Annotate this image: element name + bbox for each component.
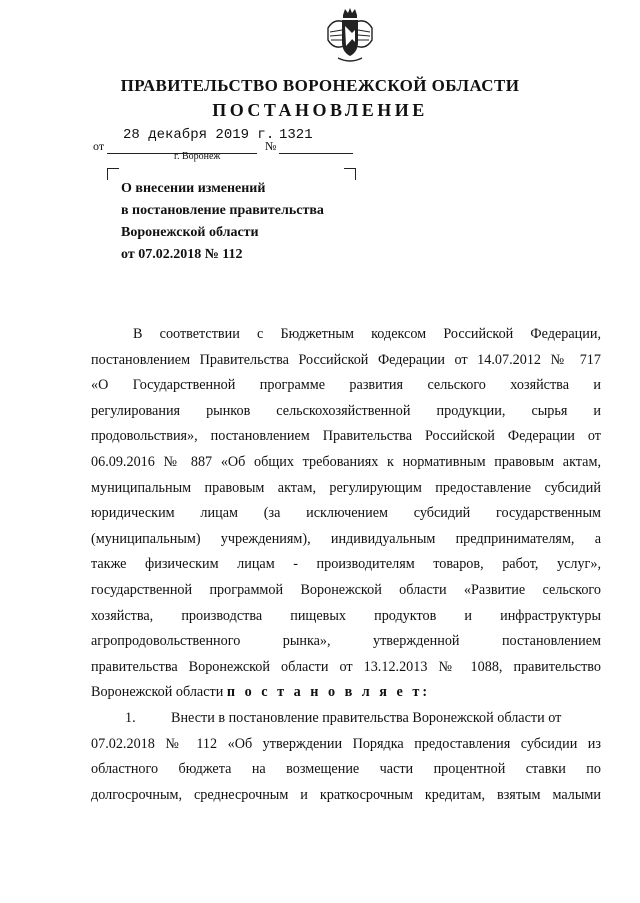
body-line: регулирования рынков сельскохозяйственной продукции, сырья и [91, 402, 601, 419]
item-line: областного бюджета на возмещение части процентной ставки по [91, 761, 601, 778]
document-number: 1321 [279, 127, 313, 143]
body-line: В соответствии с Бюджетным кодексом Российской Федерации, [133, 326, 601, 342]
subject-line: от 07.02.2018 № 112 [121, 247, 243, 262]
subject-line: в постановление правительства [121, 203, 324, 218]
number-underline [279, 153, 353, 154]
document-body [91, 322, 601, 808]
city-label: г. Воронеж [174, 151, 221, 162]
subject-line: Воронежской области [121, 225, 259, 240]
document-subject [121, 178, 361, 266]
date-prefix: от [93, 139, 105, 153]
government-title: ПРАВИТЕЛЬСТВО ВОРОНЕЖСКОЙ ОБЛАСТИ [120, 76, 520, 95]
date-number-line [93, 127, 363, 167]
body-line: также физическим лицам - производителям товаров, работ, услуг», [91, 556, 601, 573]
body-line: 06.09.2016 № 887 «Об общих требованиях к нормативным правовым актам, [91, 453, 601, 470]
body-closing-line [91, 680, 601, 706]
subject-line: О внесении изменений [121, 181, 266, 196]
body-line: «О Государственной программе развития сельского хозяйства и [91, 377, 601, 394]
body-line: (муниципальным) учреждениям), индивидуальным предпринимателям, а [91, 530, 601, 547]
coat-of-arms-icon [324, 6, 376, 66]
body-line: постановлением Правительства Российской Федерации от 14.07.2012 № 717 [91, 351, 601, 368]
corner-mark-left [107, 168, 119, 180]
body-line: государственной программой Воронежской области «Развитие сельского [91, 581, 601, 598]
document-type: ПОСТАНОВЛЕНИЕ [212, 100, 428, 120]
item-line: 07.02.2018 № 112 «Об утверждении Порядка предоставления субсидии из [91, 735, 601, 752]
resolves-word: п о с т а н о в л я е т: [226, 684, 431, 701]
item-text: Внести в постановление правительства Воронежской области от [171, 709, 562, 726]
body-line: юридическим лицам (за исключением субсидий государственным [91, 505, 601, 522]
item-first-line [91, 706, 601, 732]
body-line: агропродовольственного рынка», утвержденной постановлением [91, 633, 601, 650]
item-number: 1. [125, 709, 136, 726]
item-line: долгосрочным, среднесрочным и краткосрочным кредитам, взятым малыми [91, 786, 601, 803]
body-line: продовольствия», постановлением Правительства Российской Федерации от [91, 428, 601, 445]
body-line: муниципальным правовым актам, регулирующим предоставление субсидий [91, 479, 601, 496]
closing-prefix: Воронежской области [91, 684, 224, 701]
body-line: правительства Воронежской области от 13.12.2013 № 1088, правительство [91, 658, 601, 675]
number-label: № [265, 139, 277, 153]
body-line: хозяйства, производства пищевых продуктов и инфраструктуры [91, 607, 601, 624]
document-date: 28 декабря 2019 г. [123, 127, 275, 143]
